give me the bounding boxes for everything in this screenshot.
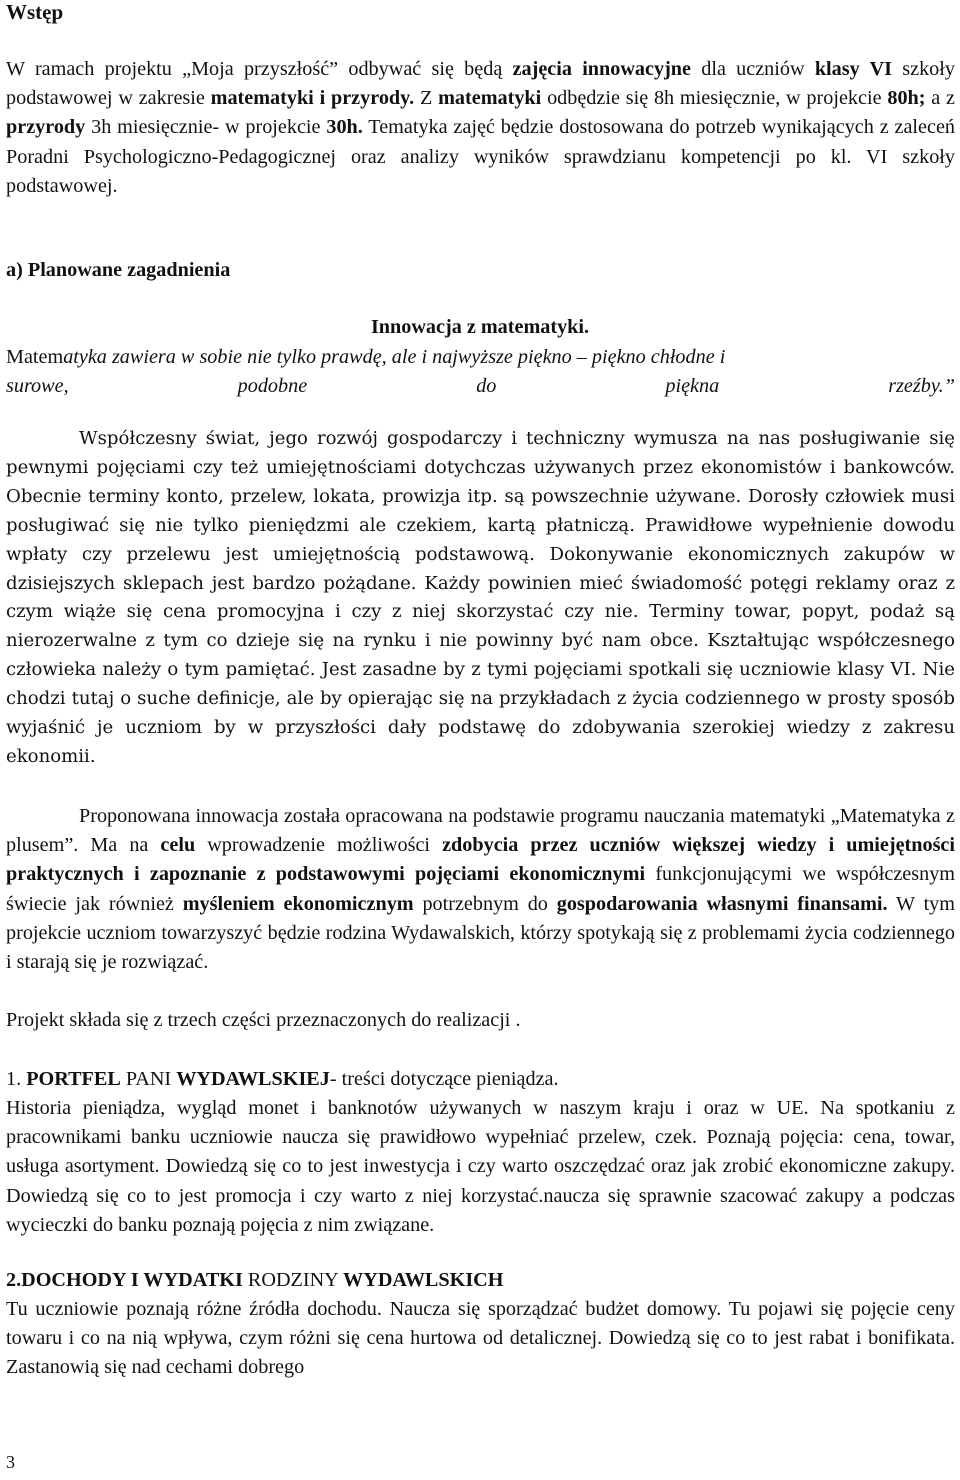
text-run: Proponowana innowacja została opracowana na podstawie programu nauczania matematyki „Matematyka z plusem”. Ma na <box>6 805 955 857</box>
text-run: Tematyka zajęć będzie dostosowana do potrzeb wynikających z zaleceń Poradni Psychologiczno-Pedagogicznej oraz analizy wyników sprawdzianu kompetencji po kl. VI szkoły podstawowej. <box>6 116 956 197</box>
text-run: W ramach projektu „Moja przyszłość” odbywać się będą <box>6 58 513 80</box>
text-run: wprowadzenie możliwości <box>195 834 443 857</box>
bold-run: gospodarowania własnymi finansami. <box>556 892 888 915</box>
quote-word: rzeźby.” <box>888 375 955 398</box>
bold-run: przyrody <box>6 116 86 139</box>
bold-run: 2.DOCHODY I WYDATKI <box>6 1269 243 1291</box>
bold-run: zdobycia przez uczniów większej wiedzy i umiejętności praktycznych i zapoznanie z podstawowymi pojęciami ekonomicznymi <box>6 834 956 886</box>
bold-run: 30h. <box>326 116 363 139</box>
text-run: potrzebnym do <box>413 892 557 915</box>
epigraph-quote <box>6 343 955 401</box>
text-run: odbędzie się 8h miesięcznie, w projekcie <box>541 87 888 110</box>
text-run: dla uczniów <box>691 58 815 80</box>
bold-run: WYDAWLSKICH <box>343 1269 504 1291</box>
section-heading: a) Planowane zagadnienia <box>6 259 231 281</box>
quote-word: surowe, <box>6 375 69 398</box>
bold-run: matematyki i przyrody. <box>210 87 415 110</box>
bold-run: 80h; <box>887 87 926 110</box>
bold-run: WYDAWLSKIEJ <box>176 1068 330 1090</box>
body-paragraph-3: Projekt składa się z trzech części przeznaczonych do realizacji . <box>6 1009 521 1031</box>
text-run: 3h miesięcznie- w projekcie <box>85 116 327 139</box>
quote-line-2 <box>6 372 955 401</box>
text-run: RODZINY <box>242 1269 344 1291</box>
quote-word: podobne <box>237 375 308 398</box>
text-run: szkoły podstawowej w zakresie <box>6 58 955 110</box>
part-1-heading <box>6 1065 955 1094</box>
text-run: Z <box>414 87 439 110</box>
part-2-heading <box>6 1266 955 1295</box>
part-2-text: Tu uczniowie poznają różne źródła dochodu. Naucza się sporządzać budżet domowy. Tu pojawi się pojęcie ceny towaru i co na nią wpływa, czym różni się cena hurtowa od detalicznej. Dowiedzą się co to jest rabat i bonifikata. Zastanowią się nad cechami dobrego <box>6 1298 955 1379</box>
bold-run: matematyki <box>438 87 542 110</box>
text-run: W tym projekcie uczniom towarzyszyć będzie rodzina Wydawalskich, którzy spotykają się z problemami życia codziennego i starają się je rozwiązać. <box>6 892 955 974</box>
body-paragraph-2 <box>6 802 955 977</box>
quote-word: piękna <box>665 375 720 398</box>
bold-run: PORTFEL <box>26 1068 121 1090</box>
page-number: 3 <box>6 1452 15 1472</box>
part-1-text: Historia pieniądza, wygląd monet i banknotów używanych w naszym kraju i oraz w UE. Na spotkaniu z pracownikami banku uczniowie naucza się prawidłowo wypełniać przelew, czek. Poznają pojęcia: cena, towar, usługa asortyment. Dowiedzą się co to jest inwestycja i czy warto oszczędzać oraz jak zrobić ekonomiczne zakupy. Dowiedzą się co to jest promocja i czy warto z niej korzystać.naucza się sprawnie szacować zakupy a podczas wycieczki do banku poznają pojęcia z nim związane. <box>6 1097 955 1236</box>
page-title: Wstęp <box>6 0 64 24</box>
text-run: - treści dotyczące pieniądza. <box>329 1068 559 1090</box>
text-run: PANI <box>120 1068 177 1090</box>
body-paragraph-1: Współczesny świat, jego rozwój gospodarczy i techniczny wymusza na nas posługiwanie się pewnymi pojęciami czy też umiejętnościami dotychczas używanych przez ekonomistów i bankowców. Obecnie terminy konto, przelew, lokata, prowizja itp. są powszechnie używane. Dorosły człowiek musi posługiwać się nie tylko pieniędzmi ale czekiem, kartą płatniczą. Prawidłowe wypełnienie dowodu wpłaty czy przelewu jest umiejętnością podstawową. Dokonywanie ekonomicznych zakupów w dzisiejszych sklepach jest bardzo pożądane. Każdy powinien mieć świadomość potęgi reklamy oraz z czym wiąże się cena promocyjna i czy z niej skorzystać czy nie. Terminy towar, popyt, podaż są nierozerwalne z tym co dzieje się na rynku i nie powinny być nam obce. Kształtując współczesnego człowieka należy o tym pamiętać. Jest zasadne by z tymi pojęciami spotkali się uczniowie klasy VI. Nie chodzi tutaj o suche definicje, ale by opierając się na przykładach z życia codziennego w prosty sposób wyjaśnić je uczniom by w przyszłości dały podstawę do zdobywania szerokiej wiedzy z zakresu ekonomii. <box>6 428 955 767</box>
text-run: funkcjonującymi we współczesnym świecie jak również <box>6 863 955 915</box>
text-run: 1. <box>6 1068 27 1090</box>
bold-run: myśleniem ekonomicznym <box>182 892 414 915</box>
quote-line-1 <box>6 343 955 372</box>
bold-run: celu <box>160 834 196 857</box>
bold-run: zajęcia innowacyjne <box>512 58 691 80</box>
quote-word: do <box>476 375 497 398</box>
text-run: Matem <box>6 346 64 368</box>
text-run: a z <box>925 87 956 110</box>
intro-paragraph <box>6 55 955 201</box>
bold-run: klasy VI <box>814 58 893 80</box>
innovation-title: Innowacja z matematyki. <box>370 316 590 338</box>
italic-run: atyka zawiera w sobie nie tylko prawdę, ale i najwyższe piękno – piękno chłodne i <box>63 346 726 368</box>
